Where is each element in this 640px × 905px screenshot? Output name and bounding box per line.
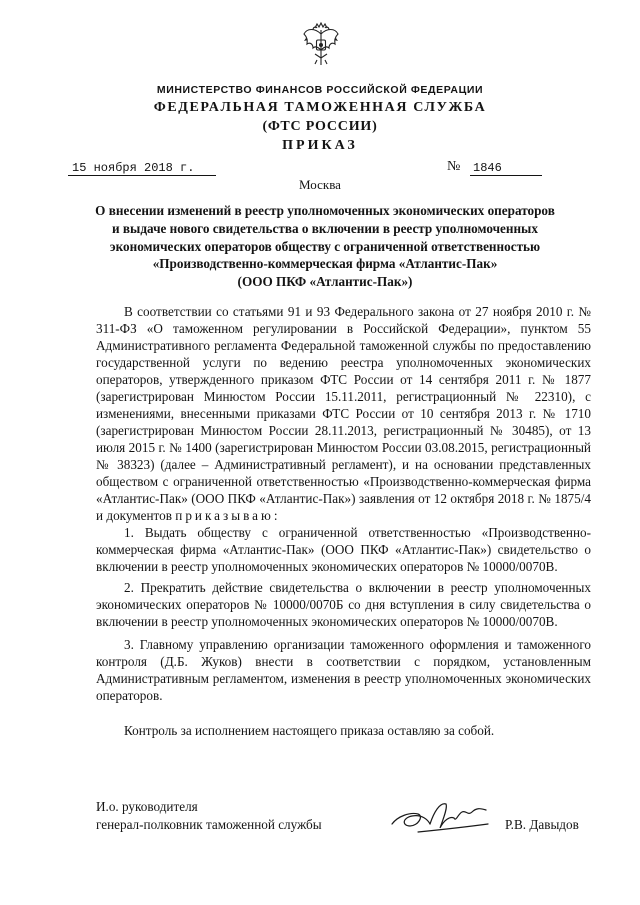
- order-word: приказываю:: [175, 508, 281, 523]
- order-item-1: 1. Выдать обществу с ограниченной ответственностью «Производственно-коммерческая фирма «Атлантис-Пак» (ООО ПКФ «Атлантис-Пак») свидетельство о включении в реестр уполномоченных экономических операторов № 10000/0070В.: [96, 525, 591, 574]
- preamble-paragraph: [96, 303, 591, 524]
- order-date: 15 ноября 2018 г.: [72, 161, 195, 175]
- handwritten-signature-icon: [388, 794, 493, 838]
- title-line: О внесении изменений в реестр уполномоченных экономических операторов: [95, 203, 555, 218]
- preamble-text: В соответствии со статьями 91 и 93 Федерального закона от 27 ноября 2010 г. № 311-ФЗ «О таможенном регулировании в Российской Федерации», пунктом 55 Административного регламента Федеральной таможенной службы по предоставлению государственной услуги по ведению реестра уполномоченных экономических операторов, утвержденного приказом ФТС России от 14 сентября 2011 г. № 1877 (зарегистрирован Минюстом России 15.11.2011, регистрационный № 22310), с изменениями, внесенными приказами ФТС России от 10 сентября 2013 г. № 1710 (зарегистрирован Минюстом России 28.11.2013, регистрационный № 30485), от 13 июля 2015 г. № 1400 (зарегистрирован Минюстом России 03.08.2015, регистрационный № 38323) (далее – Административный регламент), и на основании представленных обществом с ограниченной ответственностью «Производственно-коммерческая фирма «Атлантис-Пак» (ООО ПКФ «Атлантис-Пак») заявления от 12 октября 2018 г. № 1875/4 и документов: [96, 304, 591, 523]
- order-title: [60, 202, 590, 291]
- signer-position-line2: генерал-полковник таможенной службы: [96, 817, 322, 832]
- title-line: экономических операторов обществу с ограниченной ответственностью: [109, 238, 541, 254]
- service-name: ФЕДЕРАЛЬНАЯ ТАМОЖЕННАЯ СЛУЖБА: [153, 100, 487, 115]
- order-item-2: 2. Прекратить действие свидетельства о включении в реестр уполномоченных экономических операторов № 10000/0070Б со дня вступления в силу свидетельства о включении в реестр уполномоченных экономических операторов № 10000/0070В.: [96, 580, 591, 629]
- number-sign: №: [447, 159, 461, 174]
- number-field: [470, 161, 542, 176]
- city: Москва: [299, 177, 341, 192]
- document-type: ПРИКАЗ: [282, 138, 358, 153]
- order-number: 1846: [473, 161, 502, 175]
- order-body: [96, 303, 591, 739]
- russian-coat-of-arms-icon: [301, 22, 341, 66]
- date-field: [68, 161, 216, 176]
- title-line: «Производственно-коммерческая фирма «Атлантис-Пак»: [152, 256, 498, 272]
- signer-position-line1: И.о. руководителя: [96, 799, 198, 814]
- title-line: и выдаче нового свидетельства о включении в реестр уполномоченных: [112, 220, 538, 236]
- order-item-3: 3. Главному управлению организации таможенного оформления и таможенного контроля (Д.Б. Жуков) внести в соответствии с порядком, установленным Административным регламентом, изменения в реестр уполномоченных экономических операторов.: [96, 637, 591, 703]
- service-short-name: (ФТС РОССИИ): [262, 119, 378, 134]
- signer-name: Р.В. Давыдов: [505, 817, 579, 832]
- ministry-name: МИНИСТЕРСТВО ФИНАНСОВ РОССИЙСКОЙ ФЕДЕРАЦИИ: [156, 84, 484, 96]
- control-paragraph: Контроль за исполнением настоящего приказа оставляю за собой.: [124, 723, 495, 738]
- title-line: (ООО ПКФ «Атлантис-Пак»): [237, 274, 413, 290]
